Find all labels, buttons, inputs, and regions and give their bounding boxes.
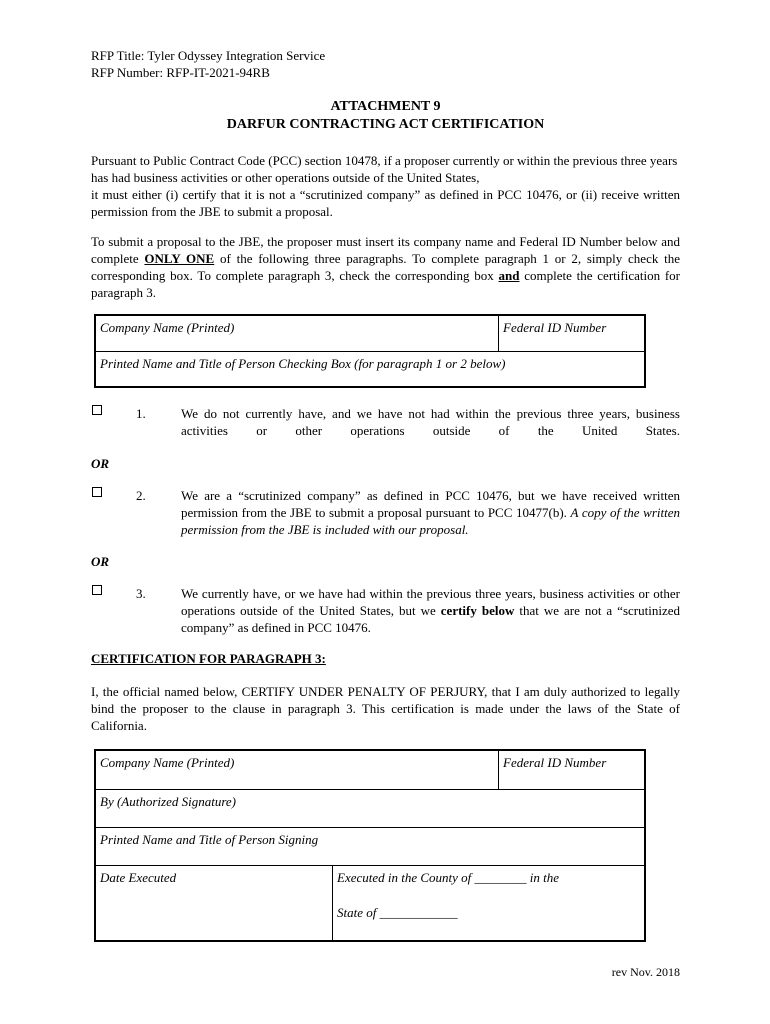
rfp-number: RFP Number: RFP-IT-2021-94RB xyxy=(91,65,270,80)
printed-name-field[interactable] xyxy=(95,351,645,387)
county-label: Executed in the County of ________ in the xyxy=(337,870,560,885)
cert-federal-id-field[interactable] xyxy=(498,750,645,790)
printed-name-label: Printed Name and Title of Person Checking Box (for paragraph 1 or 2 below) xyxy=(100,356,506,371)
option-1-checkbox[interactable] xyxy=(92,405,102,419)
company-name-label: Company Name (Printed) xyxy=(100,320,235,335)
intro-p2-text-1: To submit a proposal to the JBE, the proposer must insert its company name and Federal ID Number below and complete xyxy=(91,234,680,266)
option-3-text-b: that we are not a “scrutinized company” as defined in PCC 10476. xyxy=(181,603,680,635)
authorized-signature-label: By (Authorized Signature) xyxy=(100,794,236,809)
intro-paragraph-2 xyxy=(91,233,680,301)
intro-p2-text-2: of the following three paragraphs. To complete paragraph 1 or 2, simply check the corresponding box. To complete paragraph 3, check the corresponding box xyxy=(91,251,680,283)
attachment-number: ATTACHMENT 9 xyxy=(330,99,441,114)
and-emphasis: and xyxy=(498,268,520,283)
checkbox-icon xyxy=(92,585,102,595)
option-1-text: We do not currently have, and we have not had within the previous three years, business activities or other operations outside of the United States. xyxy=(181,406,680,438)
or-separator-1: OR xyxy=(91,456,110,471)
authorized-signature-field[interactable] xyxy=(95,789,645,828)
option-3-number: 3. xyxy=(136,586,146,601)
federal-id-label: Federal ID Number xyxy=(503,320,607,335)
federal-id-field[interactable] xyxy=(498,315,645,352)
intro-p2-text-3: complete the certification for paragraph 3. xyxy=(91,268,681,300)
execution-location-field[interactable] xyxy=(332,865,645,941)
proposer-info-table xyxy=(94,314,646,388)
checkbox-icon xyxy=(92,487,102,497)
option-3-text-a: We currently have, or we have had within the previous three years, business activities or other operations outside of the United States, but we xyxy=(181,586,680,618)
option-2 xyxy=(91,487,680,539)
or-separator-2: OR xyxy=(91,554,110,569)
certification-table xyxy=(94,749,646,942)
option-3-checkbox[interactable] xyxy=(92,585,102,599)
option-2-checkbox[interactable] xyxy=(92,487,102,501)
cert-company-name-label: Company Name (Printed) xyxy=(100,755,235,770)
rfp-title: RFP Title: Tyler Odyssey Integration Service xyxy=(91,48,326,63)
intro-p1-line-a: Pursuant to Public Contract Code (PCC) section 10478, if a proposer currently or within the previous three years has had business activities or other operations outside of the United States, xyxy=(91,153,678,185)
date-executed-field[interactable] xyxy=(95,865,333,941)
company-name-field[interactable] xyxy=(95,315,499,352)
option-2-text-main: We are a “scrutinized company” as defined in PCC 10476, but we have received written permission from the JBE to submit a proposal pursuant to PCC 10477(b). xyxy=(181,488,680,520)
intro-paragraph-1 xyxy=(91,152,680,220)
option-3-certify-below: certify below xyxy=(440,603,515,618)
revision-note: rev Nov. 2018 xyxy=(611,965,680,979)
option-1-number: 1. xyxy=(136,406,146,421)
certification-text: I, the official named below, CERTIFY UNDER PENALTY OF PERJURY, that I am duly authorized to legally bind the proposer to the clause in paragraph 3. This certification is made under the laws of the State of California. xyxy=(91,684,680,733)
certification-heading: CERTIFICATION FOR PARAGRAPH 3: xyxy=(91,651,326,666)
document-title xyxy=(91,98,680,134)
printed-name-signing-field[interactable] xyxy=(95,827,645,866)
checkbox-icon xyxy=(92,405,102,415)
only-one-emphasis: ONLY ONE xyxy=(144,251,215,266)
option-2-number: 2. xyxy=(136,488,146,503)
rfp-header xyxy=(91,47,691,81)
option-3-text xyxy=(181,585,680,636)
certification-title: DARFUR CONTRACTING ACT CERTIFICATION xyxy=(226,117,545,132)
date-executed-label: Date Executed xyxy=(100,870,177,885)
option-2-text-italic: A copy of the written permission from the JBE is included with our proposal. xyxy=(181,505,680,537)
intro-p1-line-b: it must either (i) certify that it is not a “scrutinized company” as defined in PCC 10476, or (ii) receive written permission from the JBE to submit a proposal. xyxy=(91,187,680,219)
option-2-text xyxy=(181,487,680,538)
option-3 xyxy=(91,585,680,637)
option-1 xyxy=(91,405,680,441)
cert-company-name-field[interactable] xyxy=(95,750,499,790)
printed-name-signing-label: Printed Name and Title of Person Signing xyxy=(100,832,319,847)
cert-federal-id-label: Federal ID Number xyxy=(503,755,607,770)
state-label: State of ____________ xyxy=(337,905,458,920)
